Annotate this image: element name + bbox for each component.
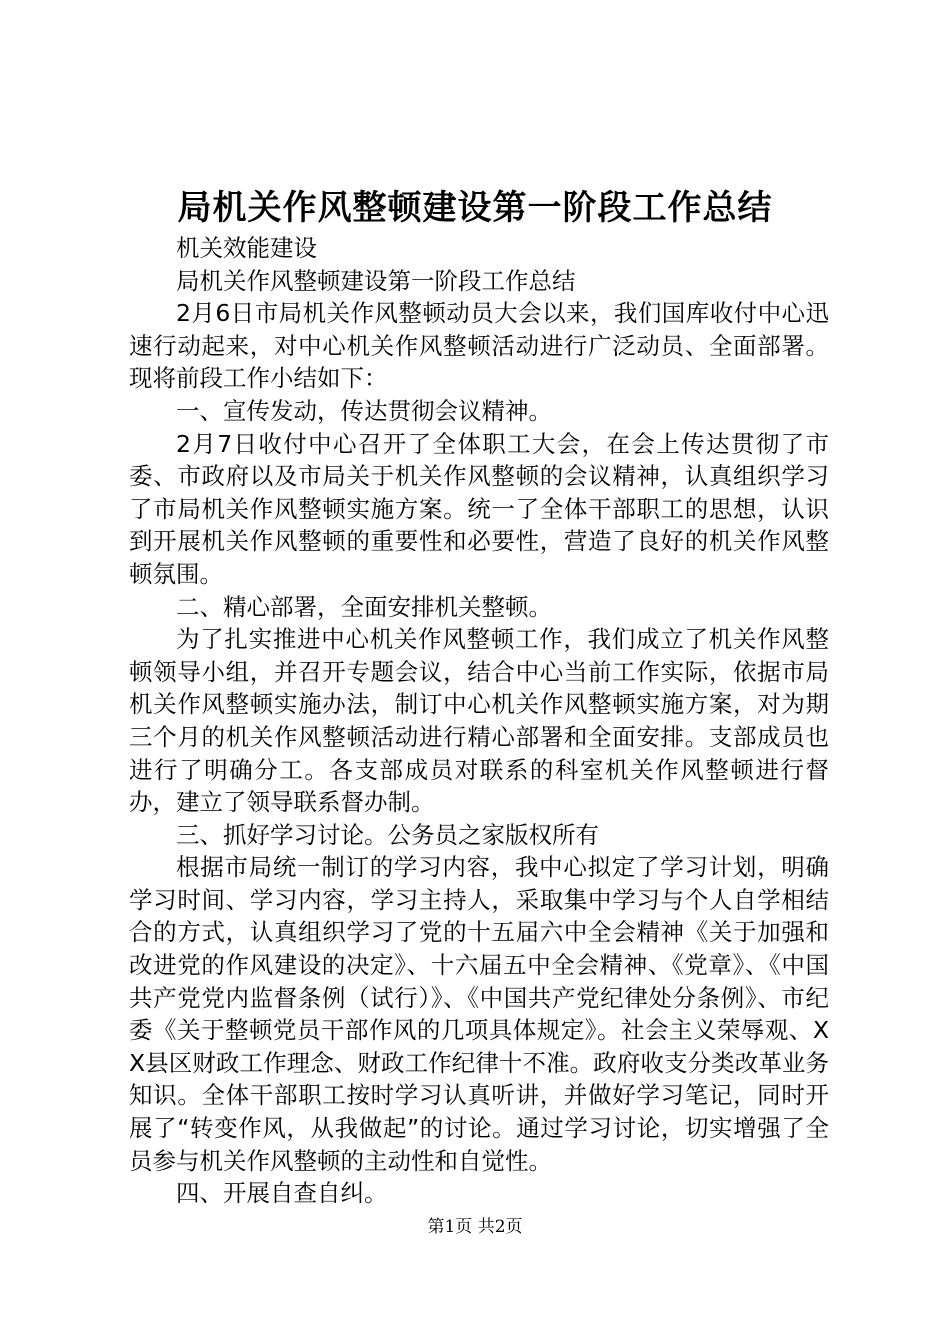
paragraph-intro: 2月6日市局机关作风整顿动员大会以来，我们国库收付中心迅速行动起来，对中心机关作风整顿活动进行广泛动员、全面部署。现将前段工作小结如下： xyxy=(129,299,829,393)
section-heading-4: 四、开展自查自纠。 xyxy=(176,1179,388,1208)
document-title: 局机关作风整顿建设第一阶段工作总结 xyxy=(177,188,773,228)
document-body xyxy=(129,232,829,1210)
section-heading-2: 二、精心部署，全面安排机关整顿。 xyxy=(176,592,552,621)
section-heading-1: 一、宣传发动，传达贯彻会议精神。 xyxy=(176,396,552,425)
page-indicator: 第1页 共2页 xyxy=(427,1217,523,1237)
paragraph-section-1: 2月7日收付中心召开了全体职工大会，在会上传达贯彻了市委、市政府以及市局关于机关作风整顿的会议精神，认真组织学习了市局机关作风整顿实施方案。统一了全体干部职工的思想，认识到开展机关作风整顿的重要性和必要性，营造了良好的机关作风整顿氛围。 xyxy=(129,429,829,588)
paragraph-section-2: 为了扎实推进中心机关作风整顿工作，我们成立了机关作风整顿领导小组，并召开专题会议，结合中心当前工作实际，依据市局机关作风整顿实施办法，制订中心机关作风整顿实施方案，对为期三个月的机关作风整顿活动进行精心部署和全面安排。支部成员也进行了明确分工。各支部成员对联系的科室机关作风整顿进行督办，建立了领导联系督办制。 xyxy=(129,625,829,817)
paragraph-section-3: 根据市局统一制订的学习内容，我中心拟定了学习计划，明确学习时间、学习内容，学习主持人，采取集中学习与个人自学相结合的方式，认真组织学习了党的十五届六中全会精神《关于加强和改进党的作风建设的决定》、十六届五中全会精神、《党章》、《中国共产党党内监督条例（试行）》、《中国共产党纪律处分条例》、市纪委《关于整顿党员干部作风的几项具体规定》。社会主义荣辱观、XX县区财政工作理念、财政工作纪律十不准。政府收支分类改革业务知识。全体干部职工按时学习认真听讲，并做好学习笔记，同时开展了“转变作风，从我做起”的讨论。通过学习讨论，切实增强了全员参与机关作风整顿的主动性和自觉性。 xyxy=(129,853,829,1175)
paragraph-category: 机关效能建设 xyxy=(176,234,317,262)
paragraph-subtitle: 局机关作风整顿建设第一阶段工作总结 xyxy=(176,266,576,295)
section-heading-3: 三、抓好学习讨论。公务员之家版权所有 xyxy=(176,820,599,849)
